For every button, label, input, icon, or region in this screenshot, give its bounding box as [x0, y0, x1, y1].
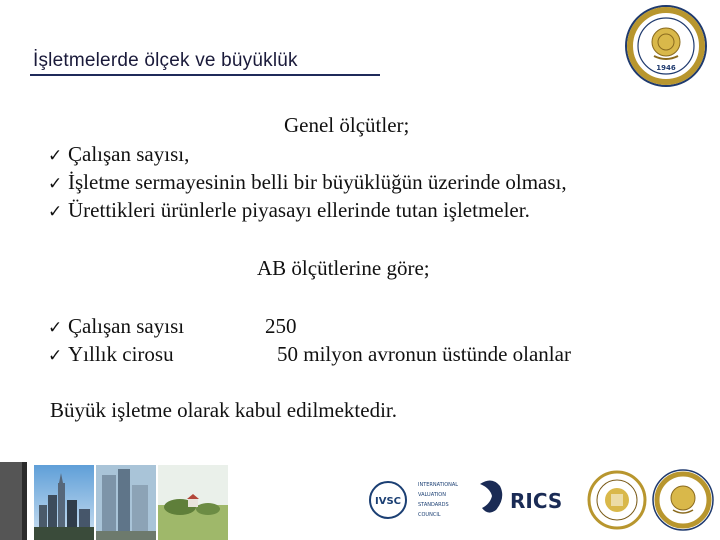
section2-row-label: [48, 342, 174, 367]
bullet-text: İşletme sermayesinin belli bir büyüklüğün üzerinde olması,: [68, 170, 567, 194]
towers-image: [96, 465, 156, 540]
checkmark-icon: ✓: [48, 346, 63, 366]
checkmark-icon: ✓: [48, 202, 63, 222]
section1-bullet: [48, 198, 530, 223]
rics-logo-icon: [470, 464, 582, 536]
rics-text: RICS: [510, 489, 563, 513]
seal-year: 1946: [656, 64, 676, 72]
bullet-text: Ürettikleri ürünlerle piyasayı ellerinde tutan işletmeler.: [68, 198, 530, 222]
ivsc-caption-line: INTERNATIONAL: [418, 482, 459, 488]
city-skyline-image: [34, 465, 94, 540]
university-seal-icon: [624, 4, 708, 88]
checkmark-icon: ✓: [48, 174, 63, 194]
slide-title: İşletmelerde ölçek ve büyüklük: [33, 50, 298, 71]
row-label: Yıllık cirosu: [68, 342, 174, 366]
section1-bullet: [48, 170, 567, 195]
row-value: 50 milyon avronun üstünde olanlar: [277, 342, 571, 366]
section1-bullet: [48, 142, 189, 167]
footer-bar-inner: [0, 462, 22, 540]
section2-row-label: [48, 314, 184, 339]
countryside-image: [158, 465, 228, 540]
ivsc-caption-line: COUNCIL: [418, 512, 441, 518]
checkmark-icon: ✓: [48, 146, 63, 166]
ivsc-text: IVSC: [374, 496, 402, 507]
row-label: Çalışan sayısı: [68, 314, 185, 338]
conclusion-text: Büyük işletme olarak kabul edilmektedir.: [50, 398, 398, 422]
row-value: 250: [265, 314, 297, 338]
section1-heading: Genel ölçütler;: [284, 113, 410, 137]
title-underline: [30, 74, 380, 76]
gold-seal-icon: [586, 464, 648, 536]
bullet-text: Çalışan sayısı,: [68, 142, 190, 166]
checkmark-icon: ✓: [48, 318, 63, 338]
ivsc-logo-icon: [366, 464, 486, 536]
ivsc-caption-line: STANDARDS: [418, 502, 449, 508]
ivsc-caption-line: VALUATION: [418, 492, 446, 498]
section2-heading: AB ölçütlerine göre;: [257, 256, 430, 280]
university-seal-icon-small: [650, 464, 716, 536]
